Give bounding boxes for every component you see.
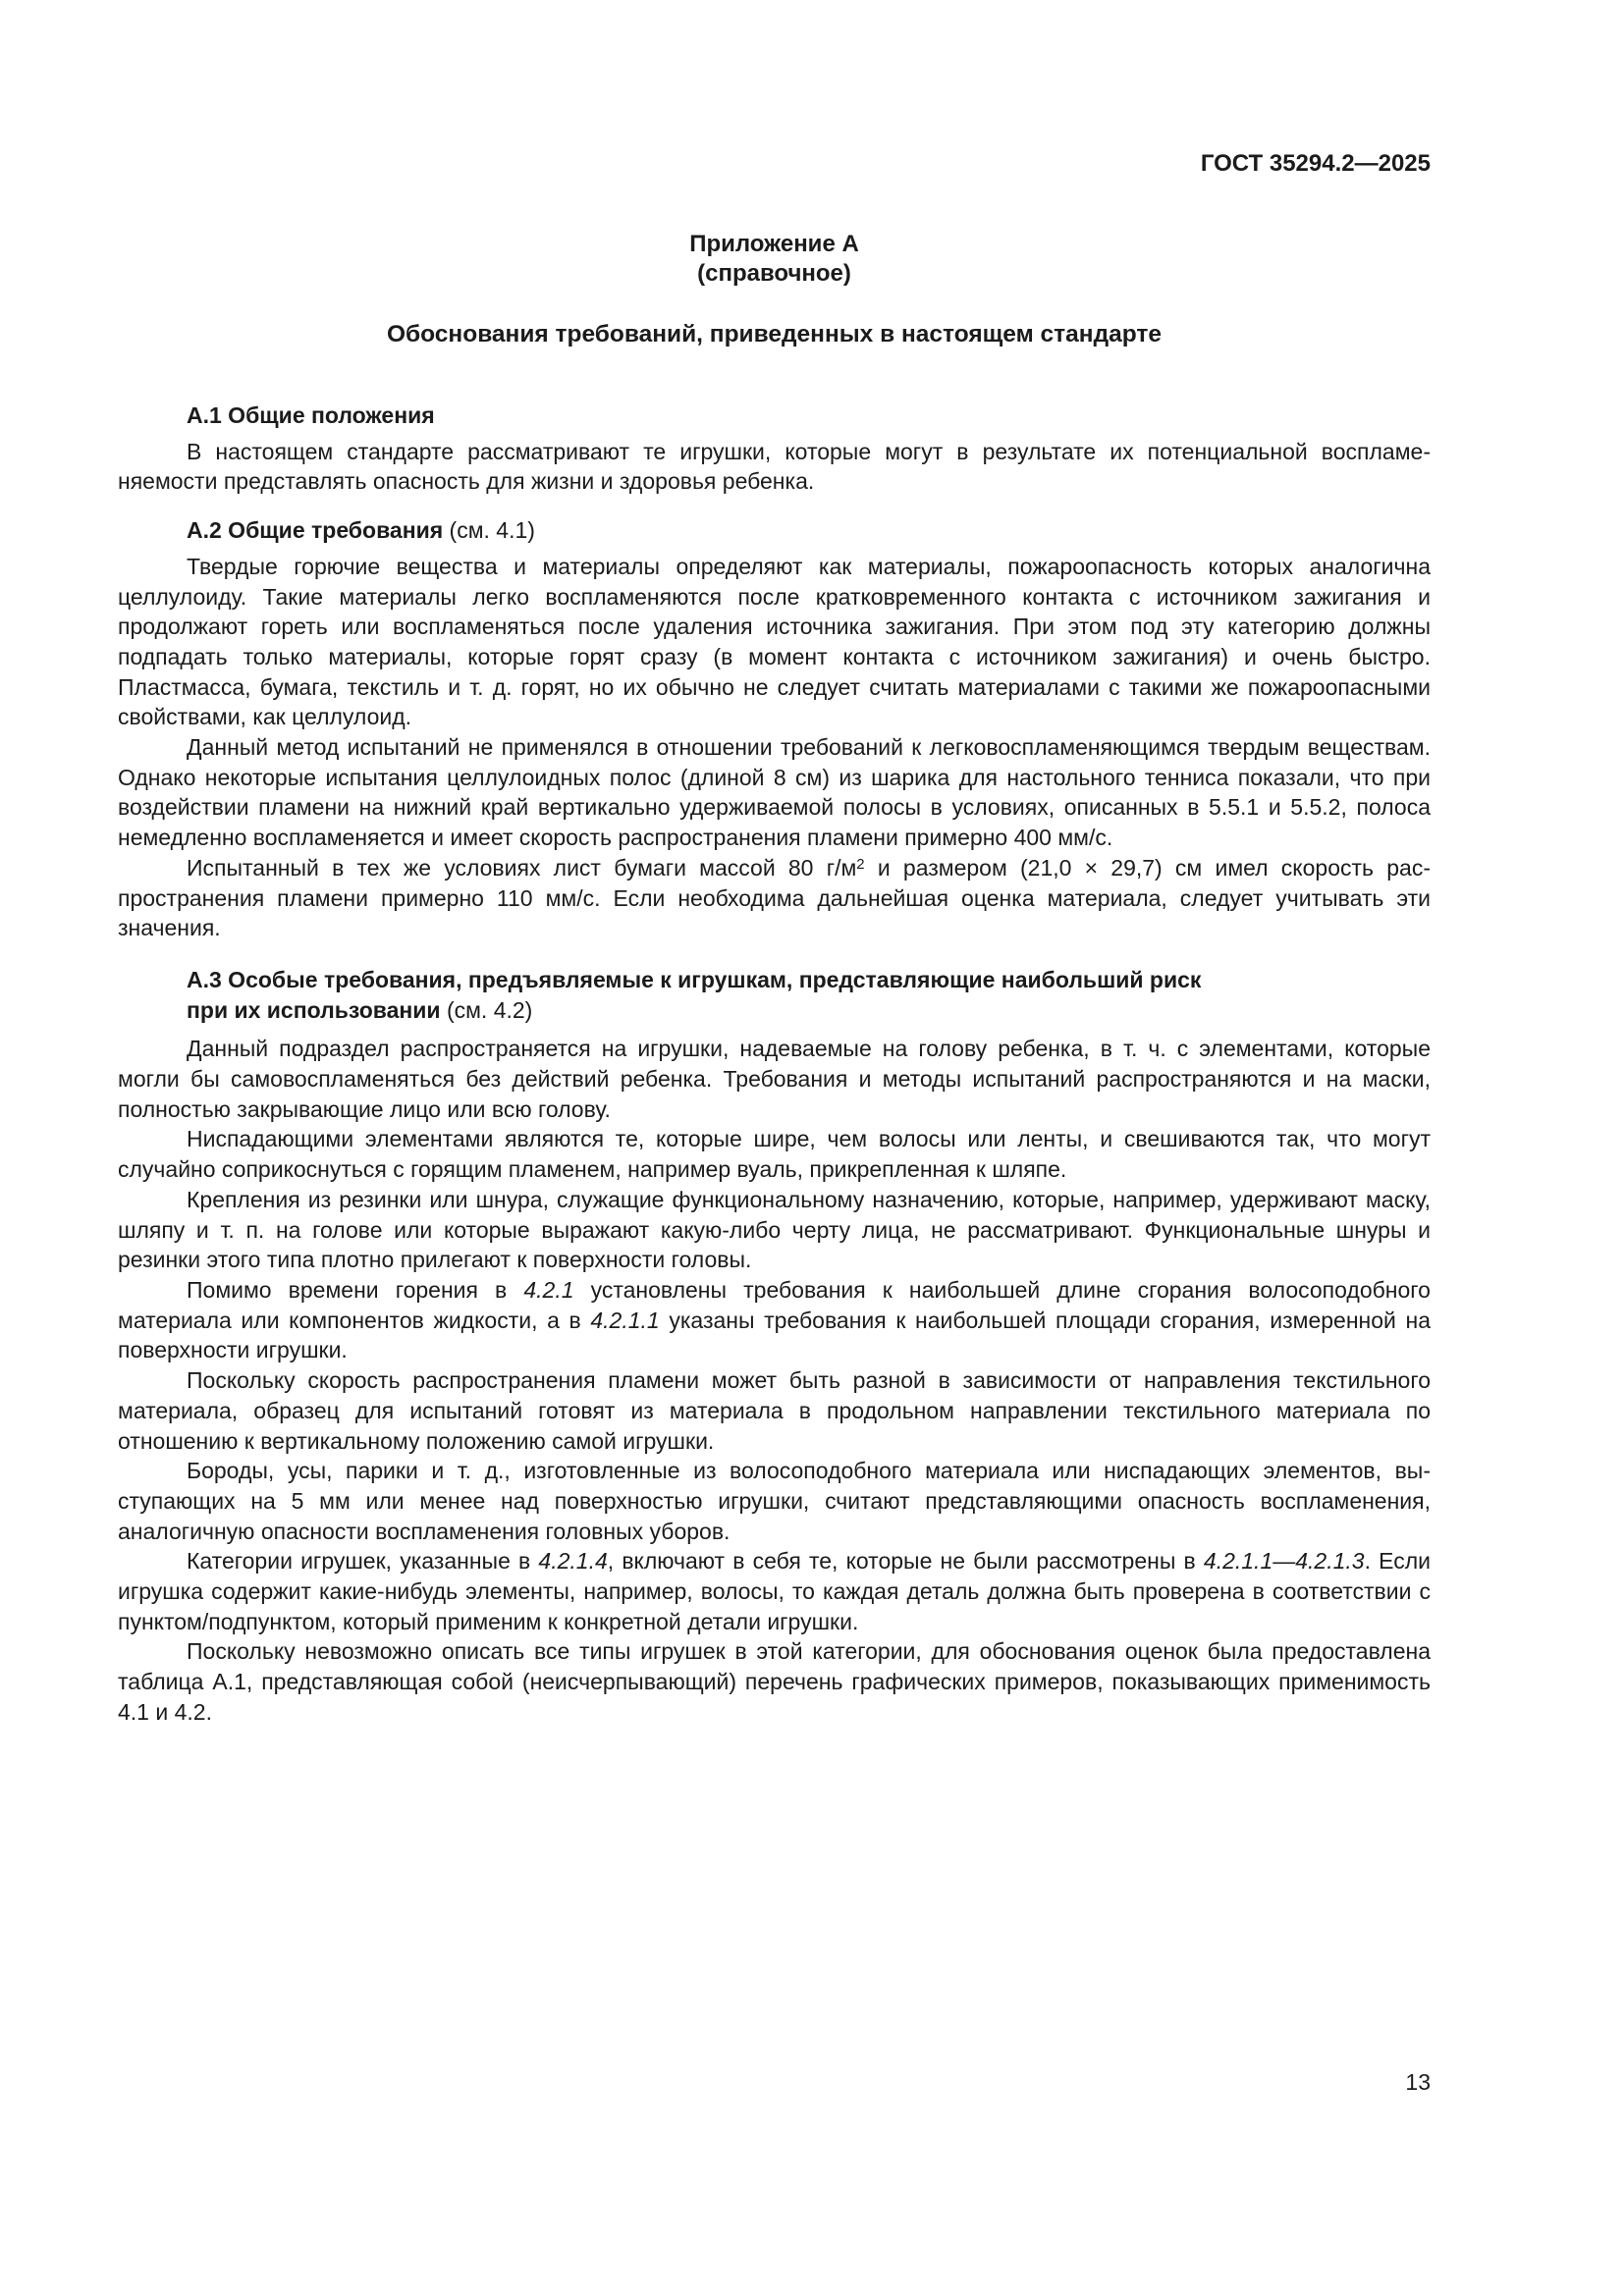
- page-number: 13: [1405, 2069, 1431, 2095]
- paragraph: Поскольку скорость распространения пламени может быть разной в зависимости от направления текстильного материала, образец для испытаний готовят из материала в продольном направлении текстильного материала по отношению к вертикальному положению самой игрушки.: [118, 1367, 1431, 1454]
- page-content: [118, 0, 1431, 1728]
- paragraph: Поскольку невозможно описать все типы игрушек в этой категории, для обоснования оценок была предоставлена таблица А.1, представляющая собой (неисчерпывающий) перечень графических примеров, показывающих применимость 4.1 и 4.2.: [118, 1638, 1431, 1725]
- paragraph: Ниспадающими элементами являются те, которые шире, чем волосы или ленты, и свешиваются так, что могут случайно соприкоснуться с горящим пламенем, например вуаль, прикрепленная к шляпе.: [118, 1126, 1431, 1183]
- section-a3-heading-line1: А.3 Особые требования, предъявляемые к игрушкам, представляющие наибольший риск: [187, 966, 1202, 992]
- section-a2-heading: А.2 Общие требования (см. 4.1): [187, 517, 535, 544]
- paragraph: Бороды, усы, парики и т. д., изготовленные из волосоподобного материала или ниспадающих элементов, выступающих на 5 мм или менее над поверхностью игрушки, считают представляющими опасность воспламенения, аналогичную опасности воспламенения головных уборов.: [118, 1458, 1431, 1544]
- paragraph: Данный подраздел распространяется на игрушки, надеваемые на голову ребенка, в т. ч. с элементами, которые могли бы самовоспламеняться без действий ребенка. Требования и методы испытаний распространяются и на маски, полностью закрывающие лицо или всю голову.: [118, 1036, 1431, 1122]
- paragraph: Испытанный в тех же условиях лист бумаги массой 80 $г/м^2$ и размером (21,0 × 29,7) см имел скорость распространения пламени примерно 110 мм/с. Если необходима дальнейшая оценка материала, следует учитывать эти значения.: [118, 854, 1431, 941]
- section-a3-heading: [187, 965, 1431, 1025]
- section-a2: [118, 515, 1431, 943]
- paragraph: Помимо времени горения в 4.2.1 установлены требования к наибольшей длине сгорания волосоподобного материала или компонентов жидкости, а в 4.2.1.1 указаны требования к наибольшей площади сгорания, измеренной на поверхности игрушки.: [118, 1276, 1431, 1363]
- annex-title: Обоснования требований, приведенных в настоящем стандарте: [386, 321, 1163, 347]
- standard-designation: ГОСТ 35294.2—2025: [1200, 150, 1431, 177]
- section-a1-heading: А.1 Общие положения: [187, 402, 435, 428]
- paragraph: В настоящем стандарте рассматривают те игрушки, которые могут в результате их потенциальной воспламеняемости представлять опасность для жизни и здоровья ребенка.: [118, 438, 1431, 495]
- paragraph: Твердые горючие вещества и материалы определяют как материалы, пожароопасность которых аналогична целлулоиду. Такие материалы легко воспламеняются после кратковременного контакта с источником зажигания и продолжают гореть или воспламеняться после удаления источника зажигания. При этом под эту категорию должны подпадать только материалы, которые горят сразу (в момент контакта с источником зажигания) и очень быстро. Пластмасса, бумага, текстиль и т. д. горят, но их обычно не следует считать материалами с такими же пожароопасными свойствами, как целлулоид.: [118, 553, 1431, 730]
- paragraph: Категории игрушек, указанные в 4.2.1.4, включают в себя те, которые не были рассмотрены в 4.2.1.1—4.2.1.3. Если игрушка содержит какие-нибудь элементы, например, волосы, то каждая деталь должна быть проверена в соответствии с пунктом/подпунктом, который применим к конкретной детали игрушки.: [118, 1548, 1431, 1634]
- section-a3-heading-line2: при их использовании (см. 4.2): [187, 996, 533, 1023]
- section-a1: [118, 400, 1431, 497]
- paragraph: Данный метод испытаний не применялся в отношении требований к легковоспламеняющимся твердым веществам. Однако некоторые испытания целлулоидных полос (длиной 8 см) из шарика для настольного тенниса показали, что при воздействии пламени на нижний край вертикально удерживаемой полосы в условиях, описанных в 5.5.1 и 5.5.2, полоса немедленно воспламеняется и имеет скорость распространения пламени примерно 400 мм/с.: [118, 734, 1431, 851]
- section-a3: [118, 965, 1431, 1728]
- annex-label: Приложение А: [689, 231, 859, 257]
- paragraph: Крепления из резинки или шнура, служащие функциональному назначению, которые, например, удерживают маску, шляпу и т. п. на голове или которые выражают какую-либо черту лица, не рассматривают. Функциональные шнуры и резинки этого типа плотно прилегают к поверхности головы.: [118, 1186, 1431, 1273]
- annex-kind: (справочное): [697, 260, 851, 287]
